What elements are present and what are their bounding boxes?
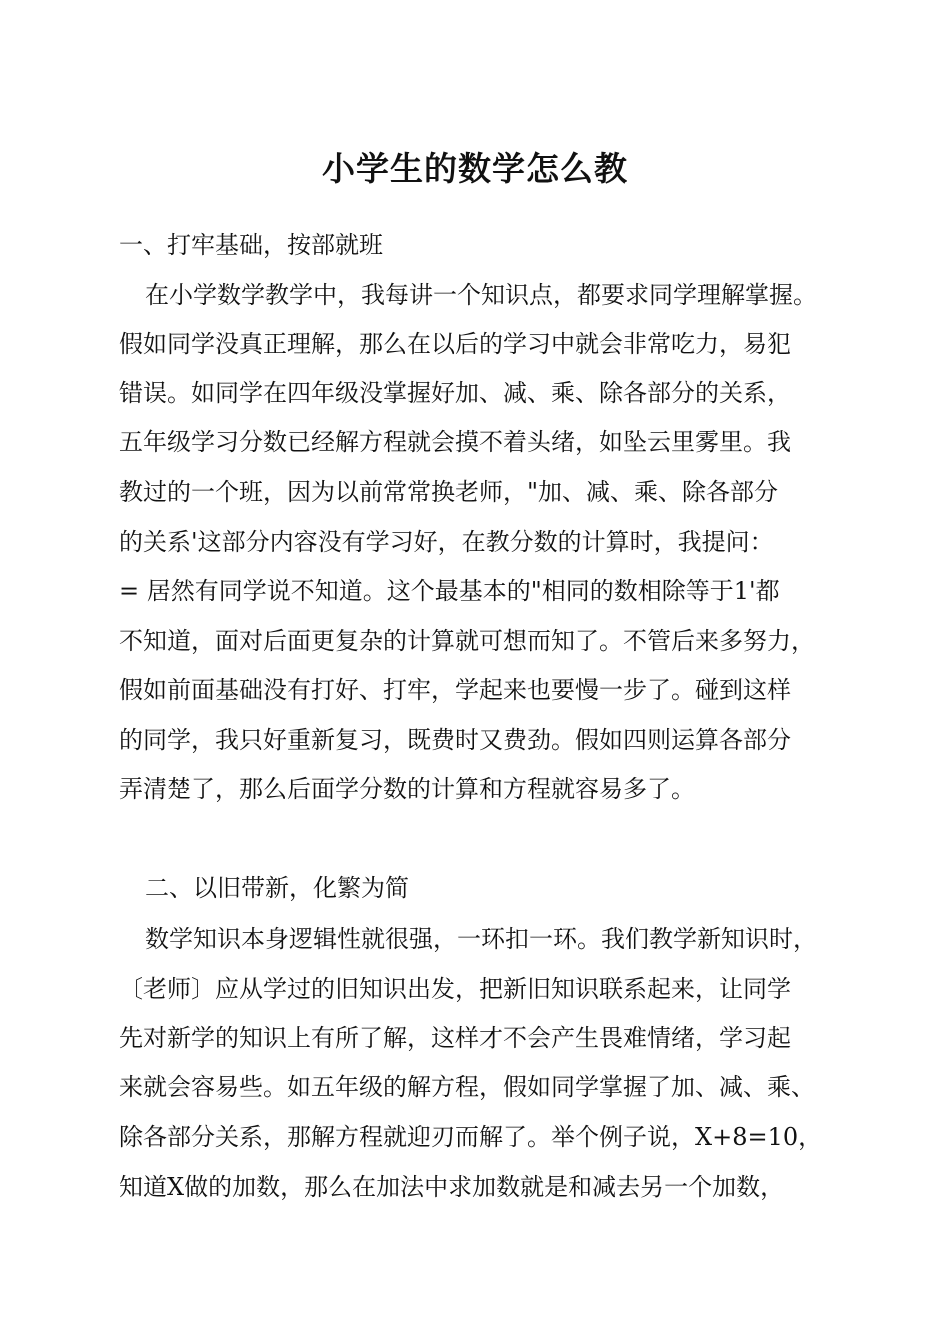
paragraph-line: 教过的一个班，因为以前常常换老师，"加、减、乘、除各部分 [119,478,779,506]
paragraph-line: 先对新学的知识上有所了解，这样才不会产生畏难情绪，学习起 [119,1024,791,1052]
paragraph-line: 除各部分关系，那解方程就迎刃而解了。举个例子说，X+8=10， [119,1123,823,1151]
paragraph-line: 来就会容易些。如五年级的解方程，假如同学掌握了加、减、乘、 [119,1073,815,1101]
paragraph-line: 不知道，面对后面更复杂的计算就可想而知了。不管后来多努力， [119,627,815,655]
paragraph-line: 的同学，我只好重新复习，既费时又费劲。假如四则运算各部分 [119,726,791,754]
paragraph-line: 假如同学没真正理解，那么在以后的学习中就会非常吃力，易犯 [119,330,791,358]
paragraph-line: 的关系'这部分内容没有学习好，在教分数的计算时，我提问： [119,528,774,556]
paragraph-line: 弄清楚了，那么后面学分数的计算和方程就容易多了。 [119,775,695,803]
paragraph-line: 〔老师〕应从学过的旧知识出发，把新旧知识联系起来，让同学 [119,975,791,1003]
paragraph-line: 数学知识本身逻辑性就很强，一环扣一环。我们教学新知识时， [145,925,817,953]
paragraph-line: 五年级学习分数已经解方程就会摸不着头绪，如坠云里雾里。我 [119,428,791,456]
paragraph-line: 假如前面基础没有打好、打牢，学起来也要慢一步了。碰到这样 [119,676,791,704]
section-heading-1: 一、打牢基础，按部就班 [119,231,383,259]
paragraph-line: 知道X做的加数，那么在加法中求加数就是和减去另一个加数， [119,1173,785,1201]
section-heading-2: 二、以旧带新，化繁为简 [145,874,409,902]
paragraph-line: 错误。如同学在四年级没掌握好加、减、乘、除各部分的关系， [119,379,791,407]
page-title: 小学生的数学怎么教 [322,149,628,188]
paragraph-line: 在小学数学教学中，我每讲一个知识点，都要求同学理解掌握。 [145,281,817,309]
paragraph-line: = 居然有同学说不知道。这个最基本的"相同的数相除等于1'都 [119,577,780,605]
